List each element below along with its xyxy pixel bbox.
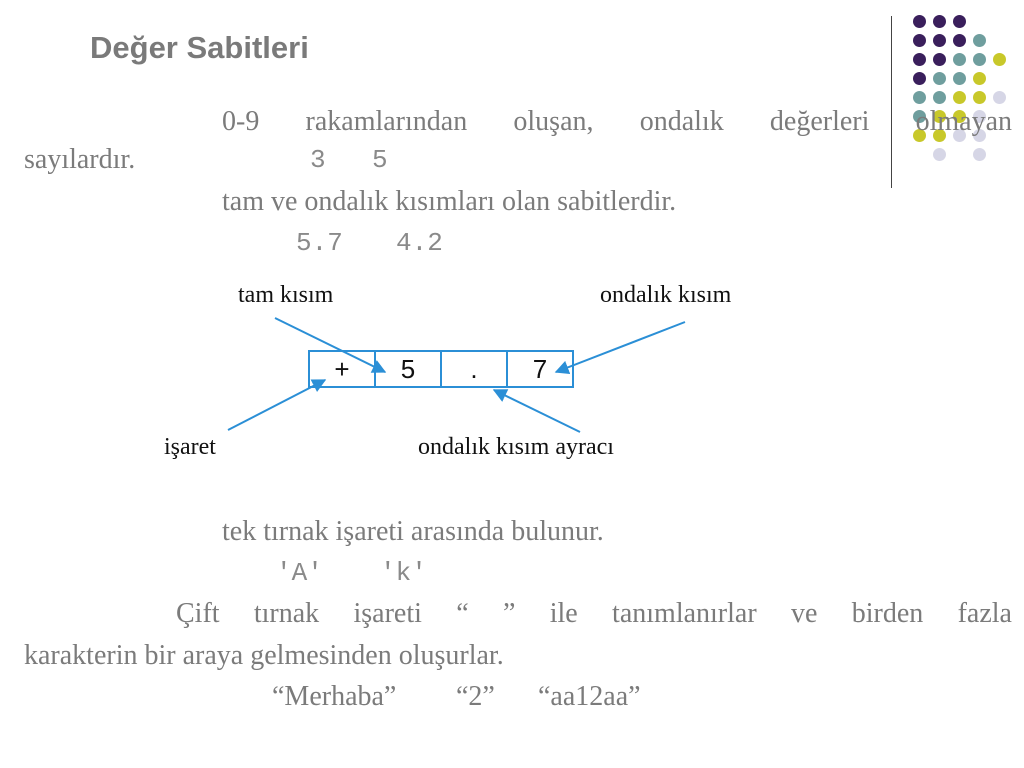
word: ondalık: [639, 106, 724, 137]
decorative-dot: [973, 53, 986, 66]
word: ile: [549, 598, 578, 629]
word: olmayan: [915, 106, 1012, 137]
decorative-dot: [913, 53, 926, 66]
arrow-sign: [228, 380, 325, 430]
integer-description-line2: sayılardır.: [24, 144, 136, 175]
char-example: 'A': [276, 558, 323, 588]
char-description: tek tırnak işareti arasında bulunur.: [222, 516, 604, 547]
word: ve: [790, 598, 818, 629]
decorative-dot: [933, 34, 946, 47]
decorative-dot: [933, 91, 946, 104]
word: Çift: [176, 598, 220, 629]
decorative-dot: [913, 72, 926, 85]
decorative-dot: [953, 72, 966, 85]
real-description: tam ve ondalık kısımları olan sabitlerdir.: [222, 186, 677, 217]
word: rakamlarından: [305, 106, 468, 137]
string-description-line1: [176, 598, 1012, 630]
word: ”: [502, 598, 516, 629]
integer-cell: 5: [374, 352, 440, 386]
word: tanımlanırlar: [612, 598, 757, 629]
decorative-dot: [973, 91, 986, 104]
word: fazla: [957, 598, 1012, 629]
integer-description-line1: [222, 106, 1012, 138]
label-sign: işaret: [164, 434, 216, 460]
label-separator: ondalık kısım ayracı: [418, 434, 614, 460]
decorative-dot: [933, 53, 946, 66]
arrow-integer-part: [275, 318, 385, 372]
word: 0-9: [222, 106, 260, 137]
word: birden: [851, 598, 924, 629]
decorative-dot: [973, 148, 986, 161]
word: işareti: [353, 598, 422, 629]
word: oluşan,: [513, 106, 594, 137]
decorative-dot: [913, 91, 926, 104]
label-fraction-part: ondalık kısım: [600, 282, 732, 308]
decorative-dot: [933, 148, 946, 161]
decorative-dot: [953, 34, 966, 47]
diagram-arrows: [160, 280, 800, 470]
separator-cell: .: [440, 352, 506, 386]
decorative-divider-line: [891, 16, 892, 188]
label-integer-part: tam kısım: [238, 282, 334, 308]
real-example: 5.7: [296, 228, 343, 258]
decorative-dot: [933, 72, 946, 85]
page-title: Değer Sabitleri: [90, 30, 309, 65]
decorative-dot: [993, 53, 1006, 66]
fraction-cell: 7: [506, 352, 572, 386]
sign-cell: +: [334, 353, 350, 384]
decorative-dot: [953, 53, 966, 66]
integer-example: 5: [372, 145, 388, 175]
word: “: [456, 598, 469, 629]
decorative-dot: [953, 15, 966, 28]
decorative-dot: [933, 15, 946, 28]
decorative-dot: [993, 91, 1006, 104]
string-example: “aa12aa”: [538, 681, 641, 712]
arrow-separator: [494, 390, 580, 432]
word: tırnak: [253, 598, 320, 629]
string-example: “Merhaba”: [272, 681, 397, 712]
real-number-diagram: [160, 280, 800, 470]
string-example: “2”: [456, 681, 495, 712]
string-description-line2: karakterin bir araya gelmesinden oluşurlar.: [24, 640, 504, 671]
decorative-dot: [913, 15, 926, 28]
arrow-fraction-part: [556, 322, 685, 372]
decorative-dot: [973, 34, 986, 47]
real-example: 4.2: [396, 228, 443, 258]
char-example: 'k': [380, 558, 427, 588]
word: değerleri: [769, 106, 870, 137]
integer-example: 3: [310, 145, 326, 175]
decorative-dot: [973, 72, 986, 85]
decorative-dot: [913, 34, 926, 47]
decorative-dot: [953, 91, 966, 104]
